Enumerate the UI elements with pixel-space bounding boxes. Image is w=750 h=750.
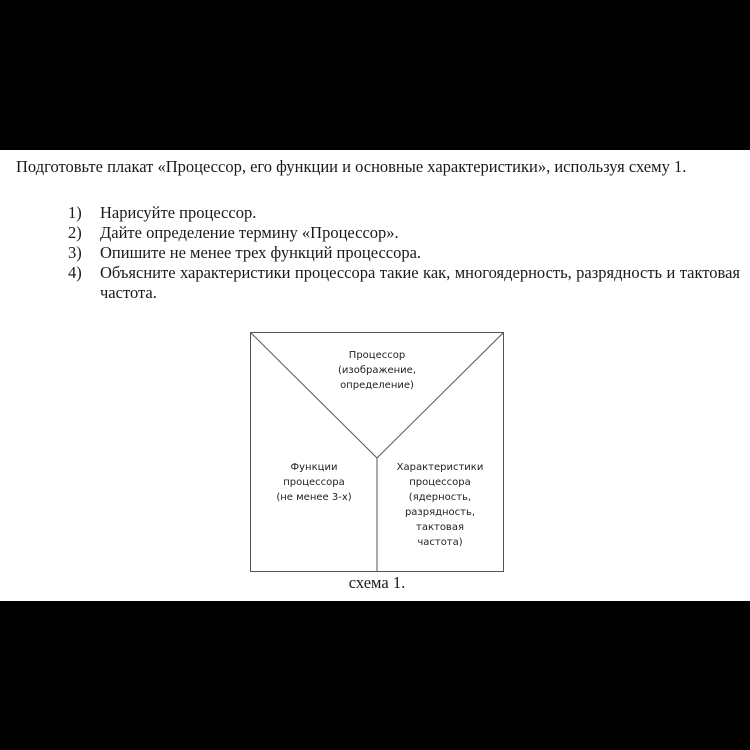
scheme-section-processor: Процессор (изображение, определение)	[337, 350, 416, 391]
task-item	[68, 263, 740, 303]
task-number: 4)	[68, 263, 82, 282]
task-number: 3)	[68, 243, 82, 262]
task-list	[68, 203, 740, 303]
task-text: Объясните характеристики процессора такие как, многоядерность, разрядность и тактовая частота.	[100, 263, 740, 302]
document-page	[0, 150, 750, 601]
scheme-diagram	[250, 332, 504, 572]
scheme-section-characteristics: Характеристики процессора (ядерность, разрядность, тактовая частота)	[396, 462, 484, 548]
task-number: 1)	[68, 203, 82, 222]
task-number: 2)	[68, 223, 82, 242]
task-text: Нарисуйте процессор.	[100, 203, 257, 222]
scheme-section-functions: Функции процессора (не менее 3-х)	[276, 462, 352, 503]
task-text: Дайте определение термину «Процессор».	[100, 223, 399, 242]
scheme-caption: схема 1.	[348, 573, 406, 592]
task-item	[68, 243, 740, 263]
task-item	[68, 223, 740, 243]
task-text: Опишите не менее трех функций процессора.	[100, 243, 422, 262]
task-item	[68, 203, 740, 223]
intro-paragraph: Подготовьте плакат «Процессор, его функции и основные характеристики», используя схему 1.	[16, 157, 687, 176]
